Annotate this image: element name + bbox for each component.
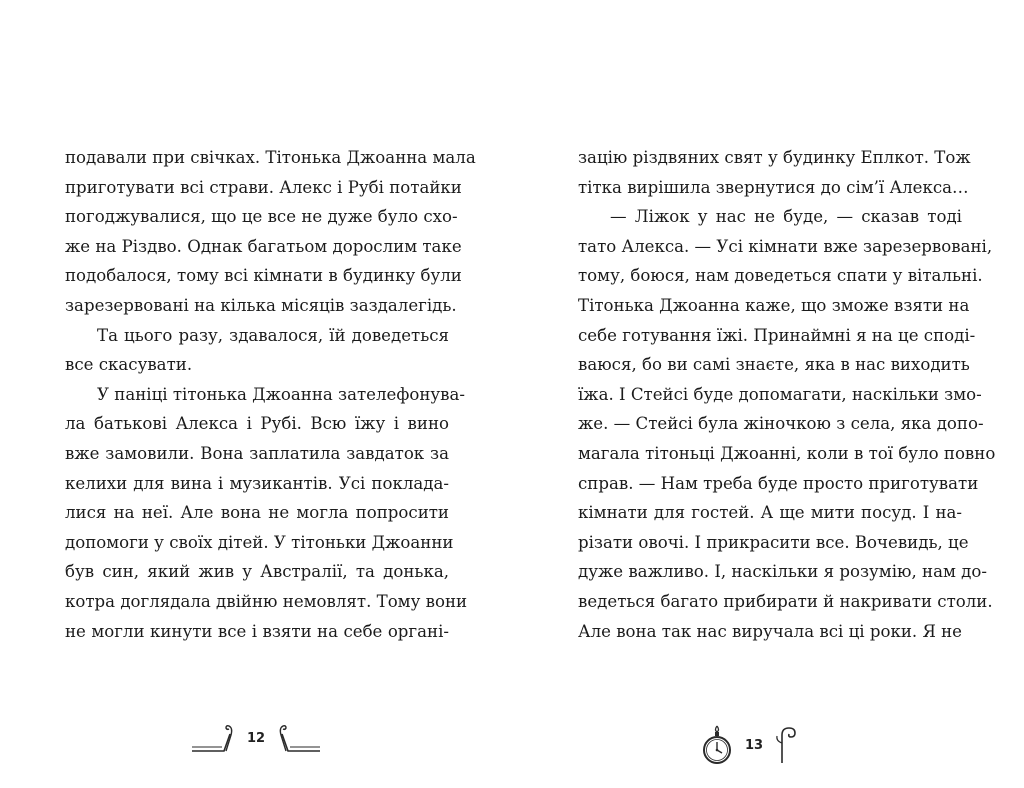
scroll-ornament-mirror-icon: [276, 722, 322, 754]
text-line: ваюся, бо ви самі знаєте, яка в нас виходить: [578, 355, 970, 375]
text-line: же. — Стейсі була жіночкою з села, яка допо-: [578, 414, 984, 434]
text-line: їжа. І Стейсі буде допомагати, наскільки змо-: [578, 384, 982, 404]
text-line: ла батькові Алекса і Рубі. Всю їжу і вино: [65, 414, 449, 434]
text-line: був син, який жив у Австралії, та донька,: [65, 562, 449, 582]
text-line: тому, боюся, нам доведеться спати у вітальні.: [578, 266, 983, 286]
text-line: зацію різдвяних свят у будинку Еплкот. Тож: [578, 148, 971, 167]
text-line: справ. — Нам треба буде просто приготувати: [578, 473, 979, 493]
text-line: же на Різдво. Однак багатьом дорослим таке: [65, 236, 462, 256]
text-line: лися на неї. Але вона не могла попросити: [65, 503, 449, 523]
text-line: різати овочі. І прикрасити все. Вочевидь, це: [578, 532, 969, 552]
text-line: все скасувати.: [65, 355, 193, 375]
text-line: ведеться багато прибирати й накривати столи.: [578, 591, 993, 611]
text-line: подобалося, тому всі кімнати в будинку були: [65, 266, 462, 286]
text-line: келихи для вина і музикантів. Усі поклада-: [65, 473, 449, 493]
text-line: не могли кинути все і взяти на себе органі-: [65, 621, 449, 641]
text-line: У паніці тітонька Джоанна зателефонува-: [97, 384, 466, 404]
text-line: погоджувалися, що це все не дуже було схо-: [65, 207, 458, 227]
right-page-text: [578, 143, 996, 646]
text-line: магала тітоньці Джоанні, коли в тої було повно: [578, 443, 996, 463]
text-line: зарезервовані на кілька місяців заздалегідь.: [65, 295, 457, 315]
pocket-watch-icon: [700, 722, 734, 768]
text-line: — Ліжок у нас не буде, — сказав тоді: [610, 207, 962, 227]
text-line: себе готування їжі. Принаймні я на це сподi-: [578, 325, 976, 345]
page-number-right: 13: [744, 737, 764, 753]
scroll-ornament-icon: [190, 722, 236, 754]
text-line: подавали при свічках. Тітонька Джоанна мала: [65, 148, 476, 167]
text-line: дуже важливо. І, наскільки я розумію, нам до-: [578, 562, 987, 582]
right-folio: [700, 722, 804, 768]
left-folio: [190, 722, 322, 754]
text-line: вже замовили. Вона заплатила завдаток за: [65, 443, 449, 463]
text-line: допомоги у своїх дітей. У тітоньки Джоанни: [65, 532, 454, 552]
page-number-left: 12: [246, 730, 266, 746]
text-line: котра доглядала двійню немовлят. Тому вони: [65, 591, 468, 611]
text-line: Але вона так нас виручала всі ці роки. Я не: [578, 621, 962, 641]
text-line: приготувати всі страви. Алекс і Рубі потайки: [65, 177, 462, 197]
flourish-icon: [774, 725, 804, 765]
text-line: кімнати для гостей. А ще мити посуд. І на-: [578, 503, 962, 523]
text-line: тітка вирішила звернутися до сім’ї Алекса…: [578, 177, 969, 197]
text-line: тато Алекса. — Усі кімнати вже зарезервовані,: [578, 236, 993, 256]
text-line: Тітонька Джоанна каже, що зможе взяти на: [578, 295, 970, 315]
text-line: Та цього разу, здавалося, їй доведеться: [97, 325, 449, 345]
left-page-text: [65, 143, 476, 646]
